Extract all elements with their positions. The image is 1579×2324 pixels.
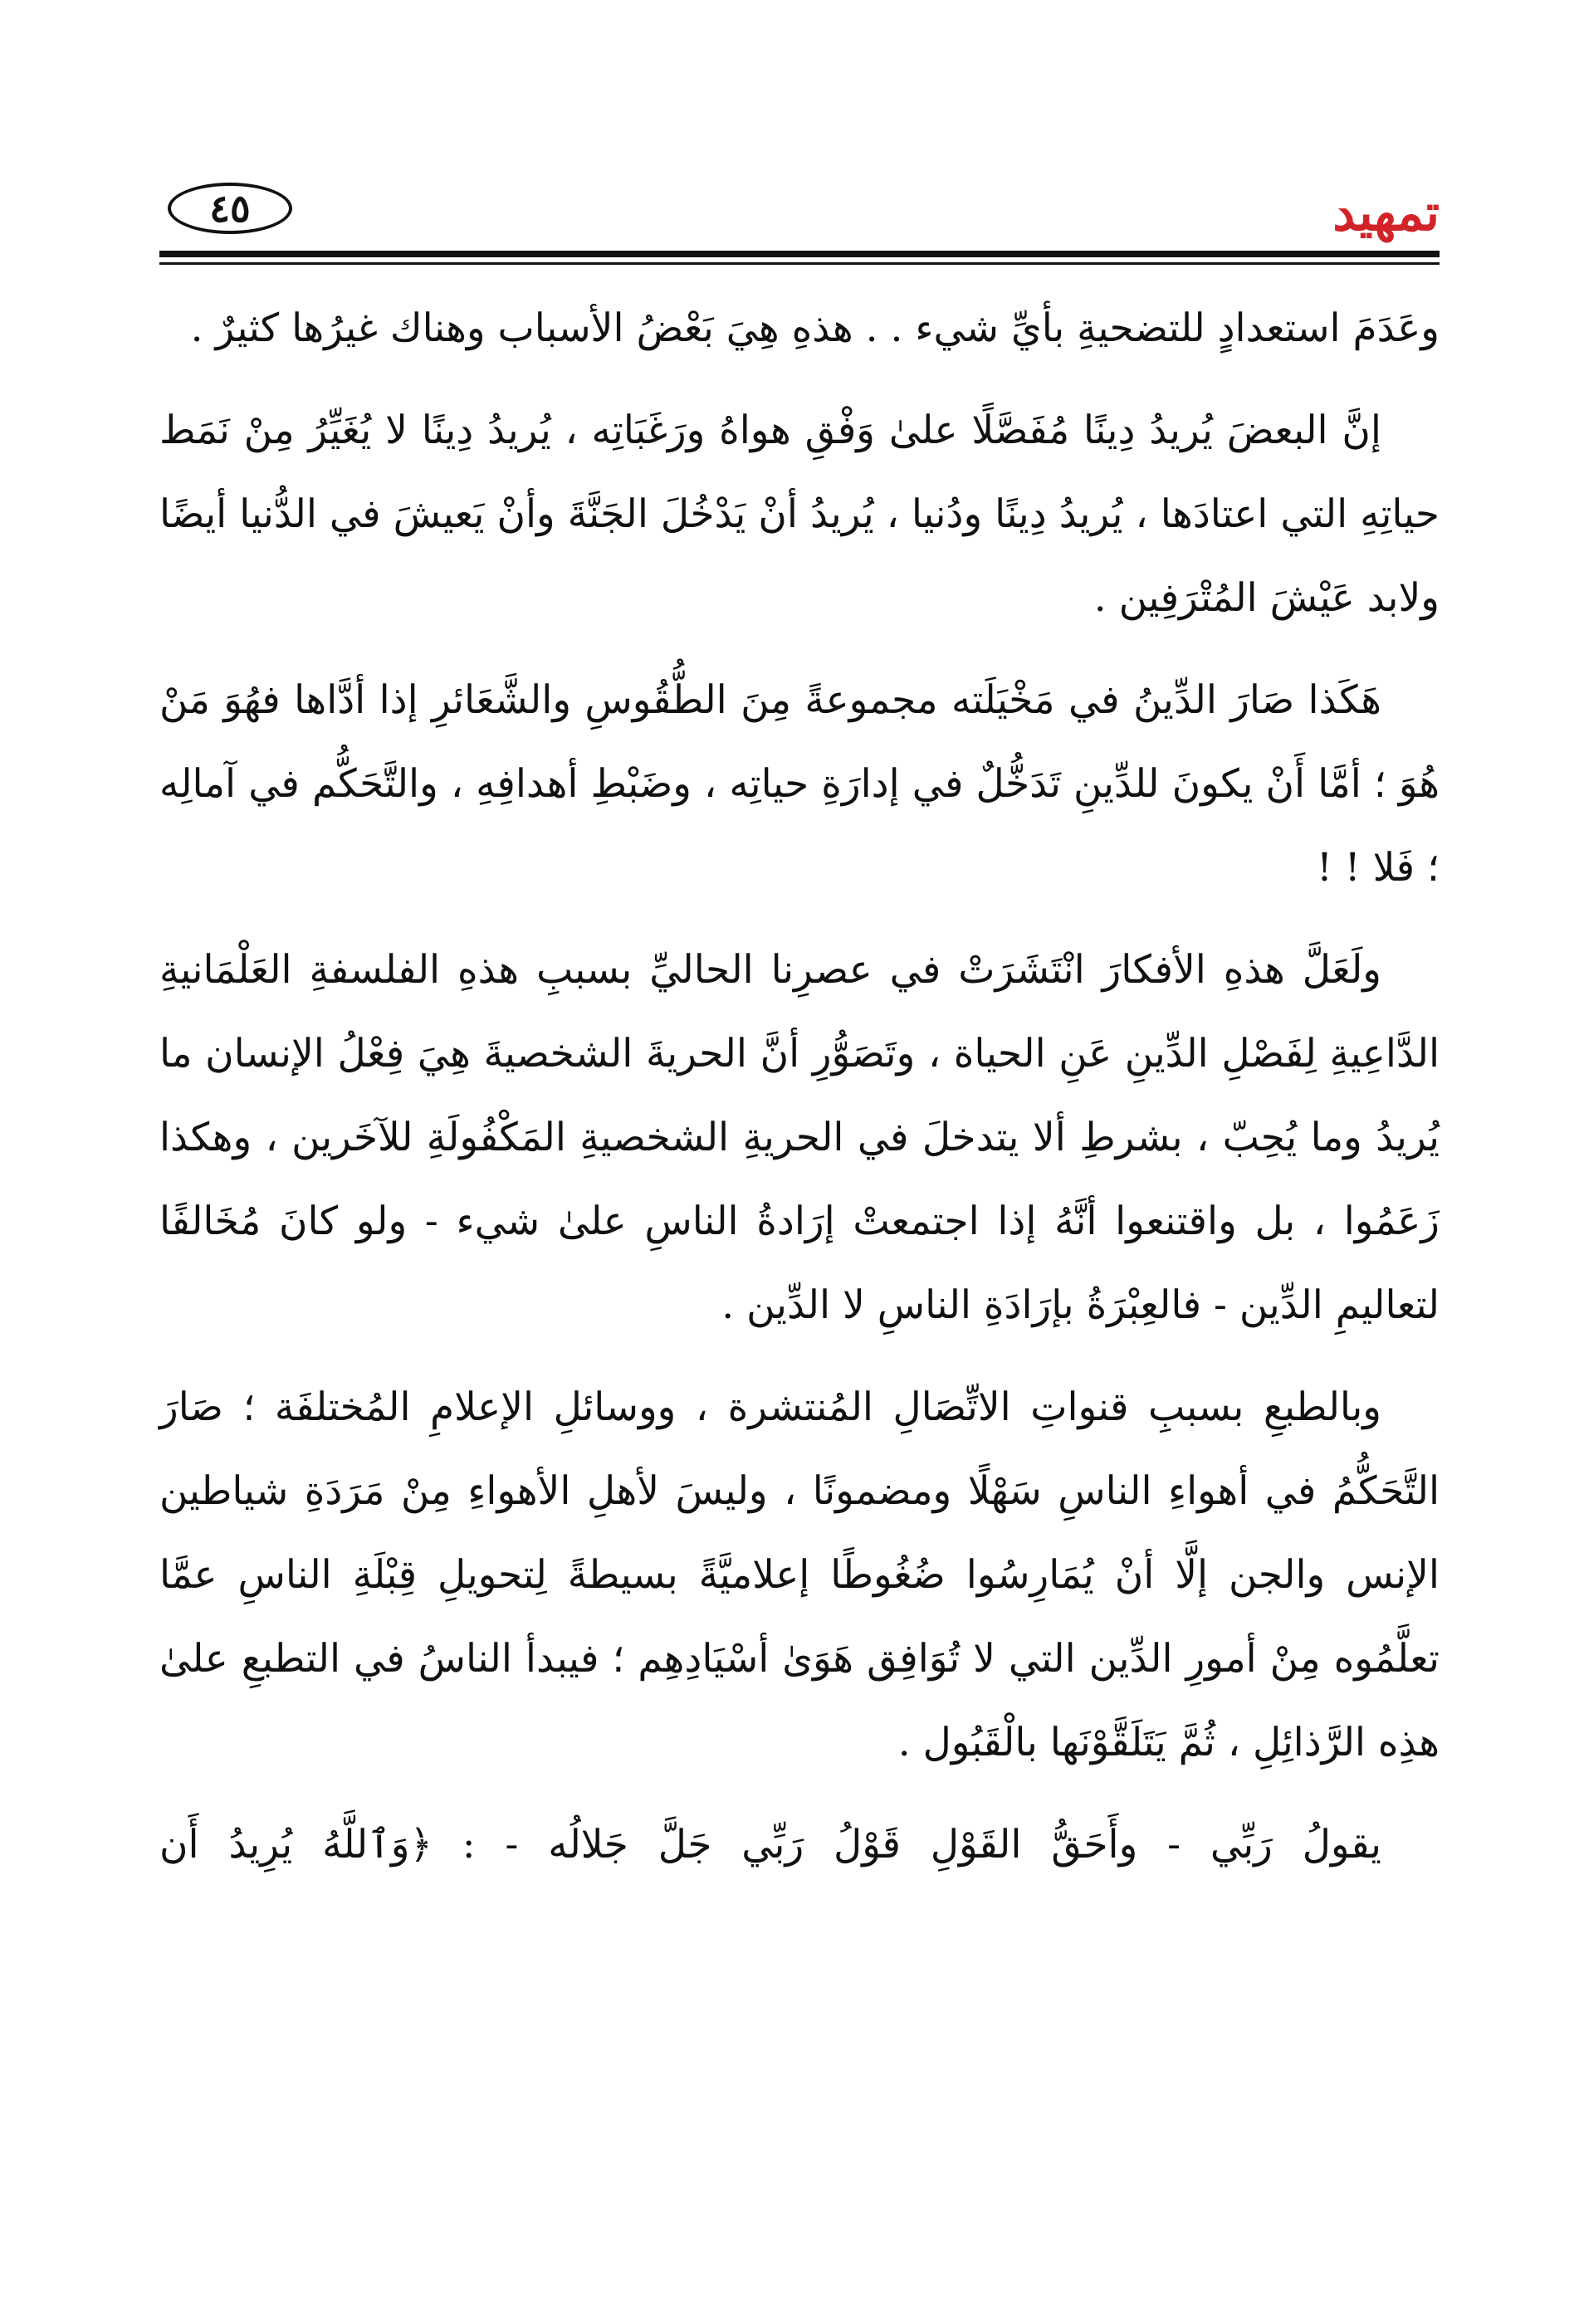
page-number-oval — [168, 183, 292, 234]
paragraph-4: ولَعَلَّ هذهِ الأفكارَ انْتَشَرَتْ في عصرِنا الحاليِّ بسببِ هذهِ الفلسفةِ العَلْمَانيةِ الدَّاعِيةِ لِفَصْلِ الدِّينِ عَنِ الحياة ، وتَصَوُّرِ أنَّ الحريةَ الشخصيةَ هِيَ فِعْلُ الإنسان ما يُريدُ وما يُحِبّ ، بشرطِ ألا يتدخلَ في الحريةِ الشخصيةِ المَكْفُولَةِ للآخَرين ، وهكذا زَعَمُوا ، بل واقتنعوا أنَّهُ إذا اجتمعتْ إرَادةُ الناسِ علىٰ شيء - ولو كانَ مُخَالفًا لتعاليمِ الدِّين - فالعِبْرَةُ بإرَادَةِ الناسِ لا الدِّين . — [159, 947, 1440, 1328]
header-rule-thin — [159, 262, 1440, 265]
paragraph-5: وبالطبعِ بسببِ قنواتِ الاتِّصَالِ المُنتشرة ، ووسائلِ الإعلامِ المُختلفَة ؛ صَارَ التَّحَكُّمُ في أهواءِ الناسِ سَهْلًا ومضمونًا ، وليسَ لأهلِ الأهواءِ مِنْ مَرَدَةِ شياطين الإنس والجن إلَّا أنْ يُمَارِسُوا ضُغُوطًا إعلاميَّةً بسيطةً لِتحويلِ قِبْلَةِ الناسِ عمَّا تعلَّمُوه مِنْ أمورِ الدِّين التي لا تُوَافِق هَوَىٰ أسْيَادِهِم ؛ فيبدأ الناسُ في التطبعِ علىٰ هذِه الرَّذائِلِ ، ثُمَّ يَتَلَقَّوْنَها بالْقَبُول . — [159, 1384, 1440, 1765]
page-header — [159, 166, 1440, 257]
paragraph-3: هَكَذا صَارَ الدِّينُ في مَخْيَلَته مجموعةً مِنَ الطُّقُوسِ والشَّعَائرِ إذا أدَّاها فهُوَ مَنْ هُوَ ؛ أمَّا أَنْ يكونَ للدِّينِ تَدَخُّلٌ في إدارَةِ حياتِه ، وضَبْطِ أهدافِهِ ، والتَّحَكُّم في آمالِه ؛ فَلا ! ! — [159, 677, 1440, 891]
page-number: ٤٥ — [209, 186, 251, 231]
paragraph-2: إنَّ البعضَ يُريدُ دِينًا مُفَصَّلًا علىٰ وَفْقِ هواهُ ورَغَبَاتِه ، يُريدُ دِينًا لا يُغَيِّرُ مِنْ نَمَط حياتِهِ التي اعتادَها ، يُريدُ دِينًا ودُنيا ، يُريدُ أنْ يَدْخُلَ الجَنَّةَ وأنْ يَعيشَ في الدُّنيا أيضًا ولابد عَيْشَ المُتْرَفِين . — [159, 408, 1440, 621]
header-rule-thick — [159, 251, 1440, 257]
chapter-title: تمهيد — [1332, 184, 1440, 242]
paragraph-6: يقولُ رَبِّي - وأَحَقُّ القَوْلِ قَوْلُ رَبِّي جَلَّ جَلالُه - : ﴿وَٱللَّهُ يُرِيدُ أَن — [159, 1822, 1381, 1868]
page-body — [159, 286, 1440, 1887]
paragraph-1: وعَدَمَ استعدادٍ للتضحيةِ بأيِّ شيء . . هذهِ هِيَ بَعْضُ الأسباب وهناك غيرُها كثيرٌ . — [190, 305, 1440, 351]
